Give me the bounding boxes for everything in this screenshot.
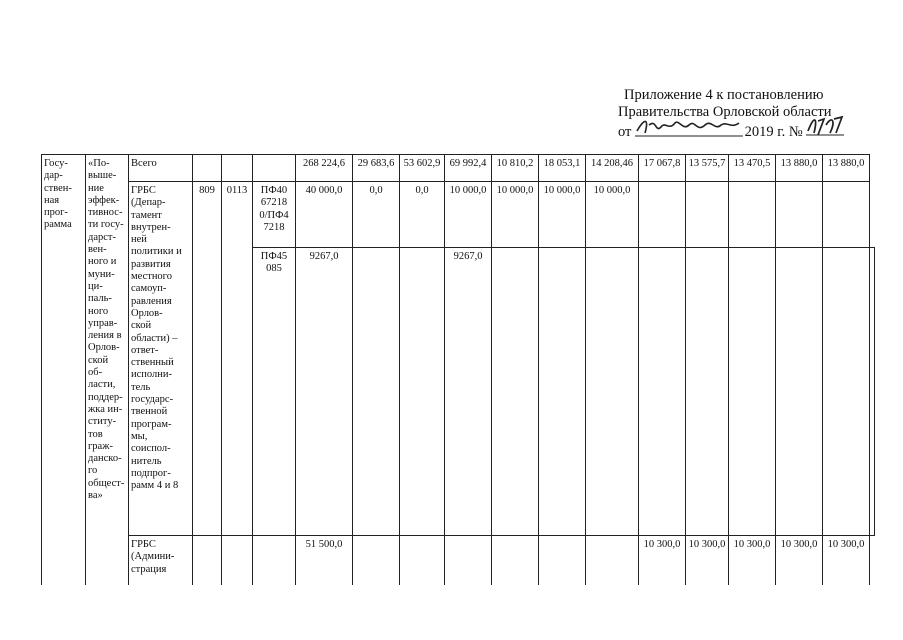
from-word: от bbox=[618, 124, 632, 140]
page-bottom-margin bbox=[0, 585, 903, 640]
csr-code-cell: ПФ40 67218 0/ПФ4 7218 bbox=[253, 182, 296, 248]
value-cell: 29 683,6 bbox=[353, 155, 400, 182]
grbs-department-cell: ГРБС (Депар- тамент внутрен- ней политики и развития местного самоуп- равления Орлов- ской области) – ответ- ственный исполни- тель государс- твенной програм- мы, соиспол- нитель подпрог- рамм 4 и 8 bbox=[129, 182, 193, 536]
value-cell: 10 300,0 bbox=[686, 536, 729, 596]
value-cell: 13 575,7 bbox=[686, 155, 729, 182]
table-row bbox=[42, 182, 875, 248]
total-label-cell: Всего bbox=[129, 155, 193, 182]
value-cell: 10 810,2 bbox=[492, 155, 539, 182]
total-amount-cell: 51 500,0 bbox=[296, 536, 353, 596]
total-amount-cell: 268 224,6 bbox=[296, 155, 353, 182]
value-cell: 13 880,0 bbox=[823, 155, 870, 182]
csr-code-cell: ПФ45 085 bbox=[253, 248, 296, 536]
value-cell: 10 000,0 bbox=[586, 182, 639, 248]
value-cell: 10 000,0 bbox=[492, 182, 539, 248]
appendix-title: Приложение 4 к постановлению bbox=[624, 87, 824, 103]
value-cell: 10 000,0 bbox=[539, 182, 586, 248]
budget-table bbox=[41, 154, 875, 596]
value-cell: 14 208,46 bbox=[586, 155, 639, 182]
value-cell: 9267,0 bbox=[445, 248, 492, 536]
value-cell: 0,0 bbox=[353, 182, 400, 248]
value-cell: 10 300,0 bbox=[776, 536, 823, 596]
total-amount-cell: 40 000,0 bbox=[296, 182, 353, 248]
value-cell: 13 880,0 bbox=[776, 155, 823, 182]
value-cell: 18 053,1 bbox=[539, 155, 586, 182]
total-amount-cell: 9267,0 bbox=[296, 248, 353, 536]
value-cell: 10 300,0 bbox=[823, 536, 870, 596]
grbs-code-cell: 809 bbox=[193, 182, 222, 536]
value-cell: 17 067,8 bbox=[639, 155, 686, 182]
value-cell: 10 300,0 bbox=[729, 536, 776, 596]
value-cell: 69 992,4 bbox=[445, 155, 492, 182]
rzpr-code-cell: 0113 bbox=[222, 182, 253, 536]
program-name-cell: «По- выше- ние эффек- тивнос- ти госу- дарст- вен- ного и муни- ци- паль- ного управ- ления в Орлов- ской об- ласти, поддер- жка ин- ститу- тов граж- данско- го общест- ва» bbox=[86, 155, 129, 596]
appendix-issuer: Правительства Орловской области bbox=[618, 104, 832, 120]
value-cell: 53 602,9 bbox=[400, 155, 445, 182]
appendix-date-line bbox=[600, 121, 860, 141]
year-number-text: 2019 г. № bbox=[744, 124, 803, 140]
value-cell: 13 470,5 bbox=[729, 155, 776, 182]
program-type-cell: Госу- дар- ствен- ная прог- рамма bbox=[42, 155, 86, 596]
table-row bbox=[42, 155, 875, 182]
handwritten-date bbox=[635, 121, 741, 139]
value-cell: 10 000,0 bbox=[445, 182, 492, 248]
grbs-administration-cell: ГРБС (Админи- страция bbox=[129, 536, 193, 596]
handwritten-number bbox=[806, 121, 844, 139]
value-cell: 10 300,0 bbox=[639, 536, 686, 596]
document-header bbox=[600, 87, 860, 141]
value-cell: 0,0 bbox=[400, 182, 445, 248]
